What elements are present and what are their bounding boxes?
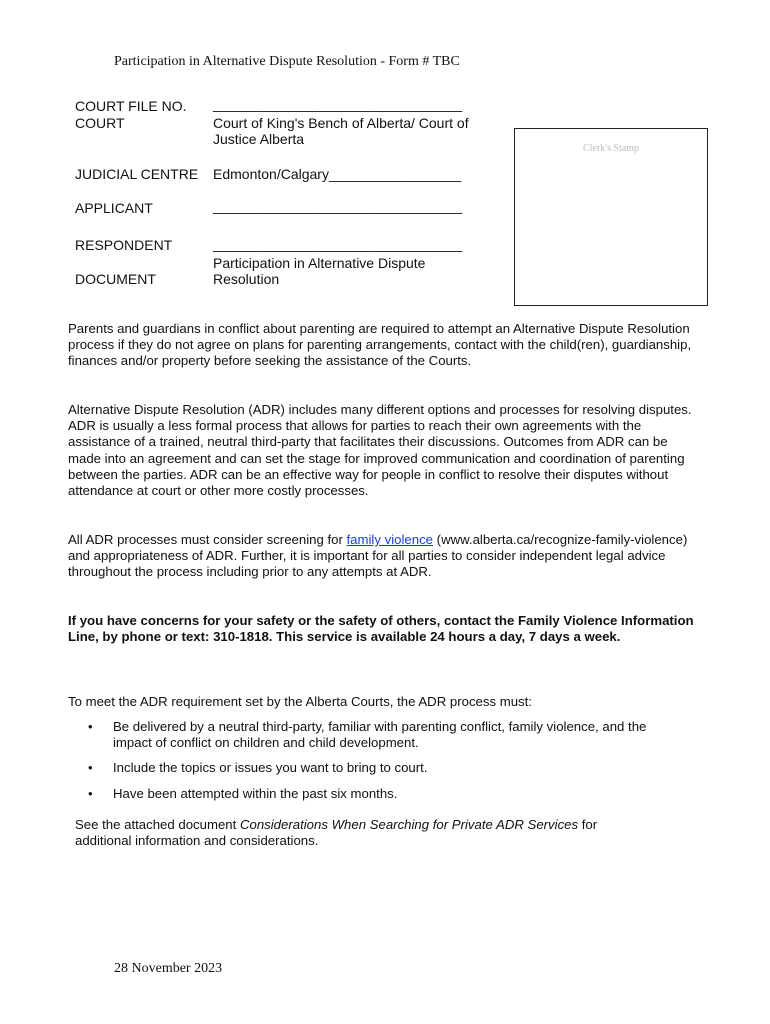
judicial-centre-value: Edmonton/Calgary_________________: [213, 166, 462, 182]
see-attached-paragraph: [75, 817, 645, 849]
requirements-intro: To meet the ADR requirement set by the Alberta Courts, the ADR process must:: [68, 694, 532, 709]
court-label: COURT: [75, 115, 125, 131]
footer-date: 28 November 2023: [114, 961, 223, 976]
list-item: [88, 760, 688, 776]
see-text-end: for additional information and considerations.: [75, 817, 598, 849]
list-item-text: Include the topics or issues you want to bring to court.: [113, 760, 428, 776]
intro-paragraph: Parents and guardians in conflict about parenting are required to attempt an Alternative Dispute Resolution process if they do not agree on plans for parenting arrangements, contact with the child(ren), guardianship, finances and/or property before seeking the assistance of the Courts.: [68, 321, 692, 369]
court-file-value: ________________________________: [213, 96, 463, 112]
family-violence-link[interactable]: family violence: [346, 532, 434, 547]
form-title: Participation in Alternative Dispute Resolution - Form # TBC: [114, 54, 460, 69]
applicant-label: APPLICANT: [75, 200, 153, 216]
document-label: DOCUMENT: [75, 271, 156, 287]
see-text-start: See the attached document: [75, 817, 240, 832]
bullet-glyph: •: [88, 760, 93, 776]
list-item: [88, 719, 688, 751]
applicant-value: ________________________________: [213, 198, 463, 214]
adr-description-paragraph: Alternative Dispute Resolution (ADR) includes many different options and processes for resolving disputes. ADR is usually a less formal process that allows for parties to reach their own agreements with the assistance of a trained, neutral third-party that facilitates their discussions. Outcomes from ADR can be made into an agreement and can set the stage for improved communication and coordination of parenting between the parties. ADR can be an effective way for people in conflict to resolve their disputes without attendance at court or other more costly processes.: [68, 402, 692, 499]
screening-text-end: (www.alberta.ca/recognize-family-violence) and appropriateness of ADR. Further, it is important for all parties to consider independent legal advice throughout the process including prior to any attempts at ADR.: [68, 532, 688, 580]
list-item-text: Be delivered by a neutral third-party, familiar with parenting conflict, family violence, and the impact of conflict on children and child development.: [113, 719, 647, 751]
court-file-label: COURT FILE NO.: [75, 98, 187, 114]
list-item-text: Have been attempted within the past six months.: [113, 785, 398, 801]
bullet-glyph: •: [88, 785, 93, 801]
list-item: [88, 786, 688, 802]
screening-text-start: All ADR processes must consider screening for: [68, 532, 347, 547]
bullet-glyph: •: [88, 719, 93, 734]
requirements-list: [88, 719, 688, 802]
screening-paragraph: [68, 532, 698, 581]
court-value: Court of King's Bench of Alberta/ Court of Justice Alberta: [213, 115, 469, 147]
clerks-stamp-label: Clerk's Stamp: [583, 143, 639, 154]
judicial-centre-label: JUDICIAL CENTRE: [75, 166, 199, 182]
attached-document-title: Considerations When Searching for Private ADR Services: [239, 817, 579, 832]
safety-notice: If you have concerns for your safety or the safety of others, contact the Family Violence Information Line, by phone or text: 310-1818. This service is available 24 hours a day, 7 days a week.: [68, 613, 694, 645]
clerks-stamp-box: [514, 128, 708, 306]
respondent-value: ________________________________: [213, 236, 463, 252]
respondent-label: RESPONDENT: [75, 237, 173, 253]
document-value: Participation in Alternative Dispute Resolution: [213, 255, 426, 287]
